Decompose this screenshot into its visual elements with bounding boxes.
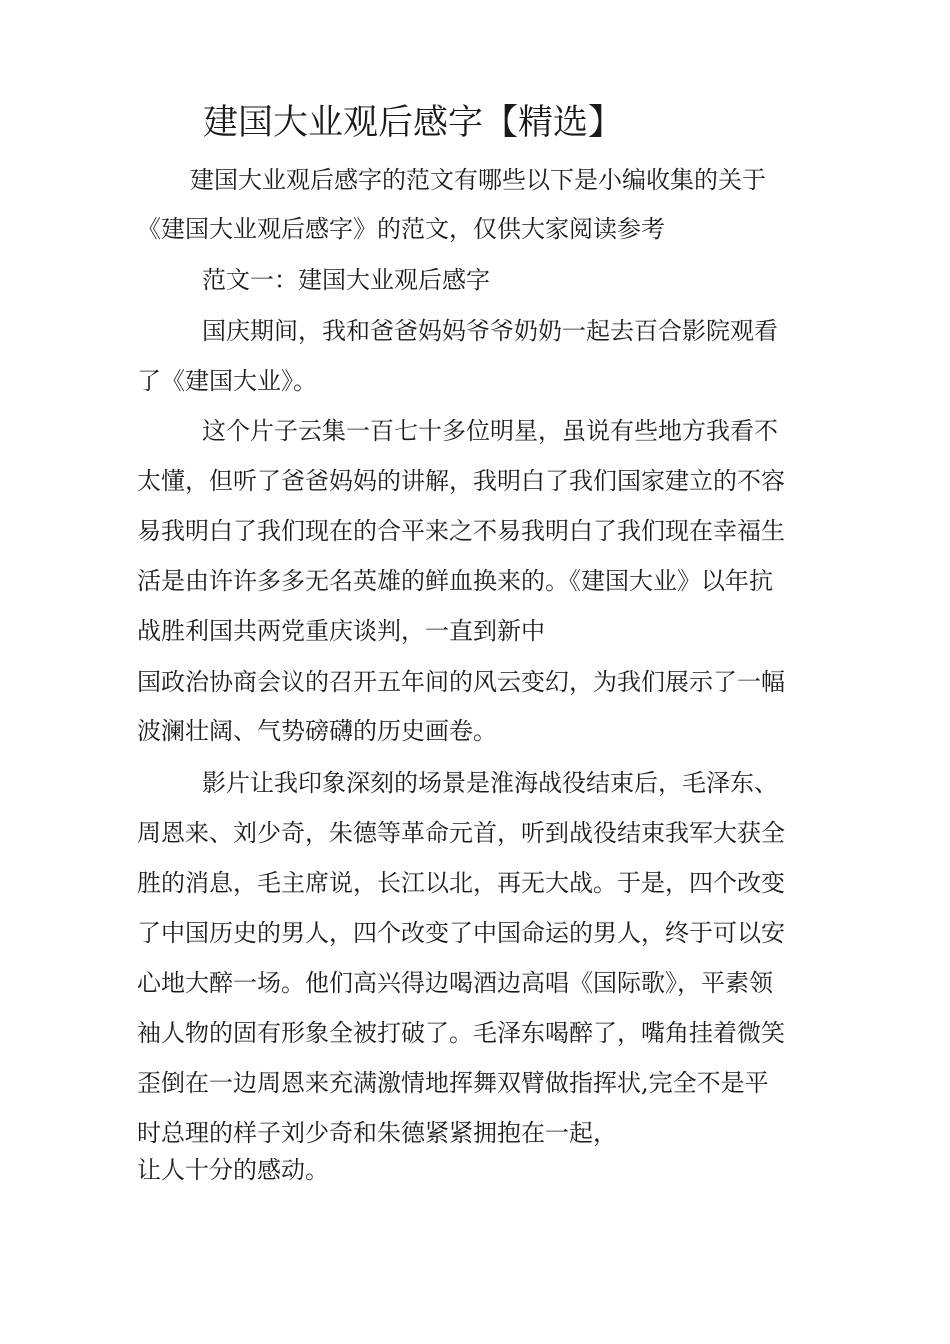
paragraph-line: 影片让我印象深刻的场景是淮海战役结束后，毛泽东、	[202, 769, 778, 797]
paragraph-line: 易我明白了我们现在的合平来之不易我明白了我们现在幸福生	[137, 517, 785, 545]
paragraph-line: 波澜壮阔、气势磅礴的历史画卷。	[137, 717, 497, 745]
paragraph-line: 歪倒在一边周恩来充满激情地挥舞双臂做指挥状,完全不是平	[137, 1069, 769, 1097]
paragraph-line: 战胜利国共两党重庆谈判，一直到新中	[137, 617, 545, 645]
paragraph-line: 胜的消息，毛主席说，长江以北，再无大战。于是，四个改变	[137, 869, 785, 897]
paragraph-line: 时总理的样子刘少奇和朱德紧紧拥抱在一起，	[137, 1119, 617, 1147]
paragraph-line: 国政治协商会议的召开五年间的风云变幻，为我们展示了一幅	[137, 668, 785, 696]
paragraph-line: 活是由许许多多无名英雄的鲜血换来的。《建国大业》以年抗	[137, 567, 773, 595]
paragraph-line: 周恩来、刘少奇，朱德等革命元首，听到战役结束我军大获全	[137, 819, 785, 847]
document-title: 建国大业观后感字【精选】	[203, 103, 624, 143]
paragraph-line: 范文一：建国大业观后感字	[202, 266, 490, 294]
paragraph-line: 让人十分的感动。	[137, 1156, 329, 1184]
paragraph-line: 《建国大业观后感字》的范文，仅供大家阅读参考	[137, 215, 665, 243]
paragraph-line: 太懂，但听了爸爸妈妈的讲解，我明白了我们国家建立的不容	[137, 467, 785, 495]
paragraph-line: 了《建国大业》。	[137, 367, 317, 395]
paragraph-line: 了中国历史的男人，四个改变了中国命运的男人，终于可以安	[137, 919, 785, 947]
paragraph-line: 建国大业观后感字的范文有哪些以下是小编收集的关于	[190, 166, 766, 194]
paragraph-line: 国庆期间，我和爸爸妈妈爷爷奶奶一起去百合影院观看	[202, 317, 778, 345]
paragraph-line: 心地大醉一场。他们高兴得边喝酒边高唱《国际歌》，平素领	[137, 969, 773, 997]
paragraph-line: 袖人物的固有形象全被打破了。毛泽东喝醉了，嘴角挂着微笑	[137, 1019, 785, 1047]
paragraph-line: 这个片子云集一百七十多位明星，虽说有些地方我看不	[202, 417, 778, 445]
